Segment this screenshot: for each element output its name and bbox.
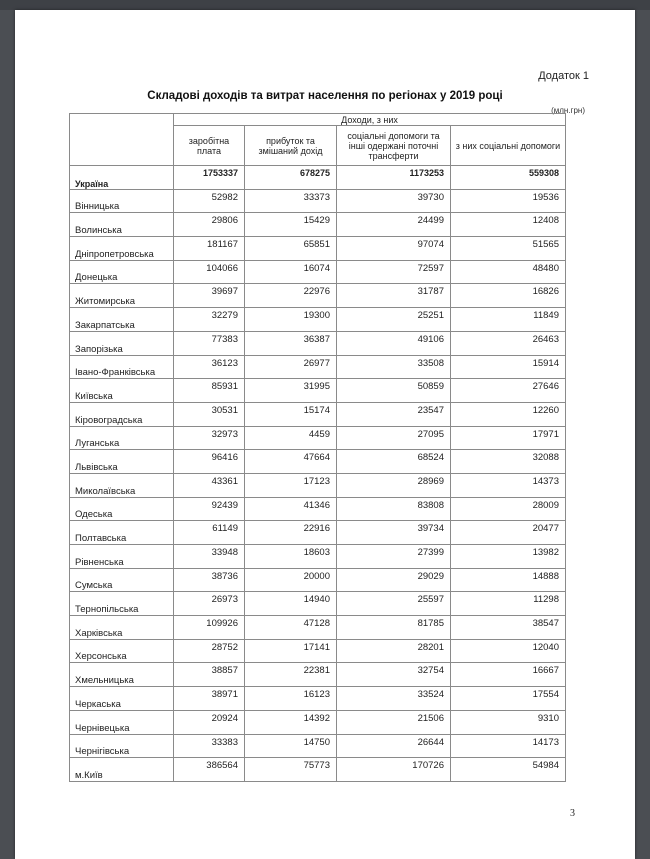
value-cell: 26973 (174, 592, 245, 616)
value-cell: 33948 (174, 545, 245, 569)
value-cell: 14888 (451, 568, 566, 592)
value-cell: 14940 (245, 592, 337, 616)
viewer-top-bar (0, 0, 650, 10)
region-header-cell (70, 114, 174, 166)
value-cell: 170726 (337, 758, 451, 782)
table-row (70, 710, 566, 734)
column-header-wages: заробітна плата (174, 126, 245, 166)
appendix-label: Додаток 1 (538, 70, 589, 82)
value-cell: 31787 (337, 284, 451, 308)
value-cell: 21506 (337, 710, 451, 734)
region-name-cell: Запорізька (70, 331, 174, 355)
value-cell: 15174 (245, 402, 337, 426)
value-cell: 32754 (337, 663, 451, 687)
units-label: (млн.грн) (551, 106, 585, 115)
value-cell: 38736 (174, 568, 245, 592)
value-cell: 23547 (337, 402, 451, 426)
value-cell: 43361 (174, 473, 245, 497)
value-cell: 1753337 (174, 166, 245, 190)
value-cell: 32088 (451, 450, 566, 474)
table-row (70, 758, 566, 782)
value-cell: 14373 (451, 473, 566, 497)
value-cell: 28752 (174, 639, 245, 663)
region-name-cell: Чернівецька (70, 710, 174, 734)
value-cell: 29806 (174, 213, 245, 237)
value-cell: 77383 (174, 331, 245, 355)
value-cell: 39734 (337, 521, 451, 545)
table-row (70, 237, 566, 261)
region-name-cell: Чернігівська (70, 734, 174, 758)
region-name-cell: Вінницька (70, 189, 174, 213)
region-name-cell: Хмельницька (70, 663, 174, 687)
table-row (70, 379, 566, 403)
value-cell: 48480 (451, 260, 566, 284)
value-cell: 13982 (451, 545, 566, 569)
value-cell: 38547 (451, 616, 566, 640)
value-cell: 51565 (451, 237, 566, 261)
value-cell: 32279 (174, 308, 245, 332)
region-name-cell: Івано-Франківська (70, 355, 174, 379)
value-cell: 61149 (174, 521, 245, 545)
table-row (70, 568, 566, 592)
value-cell: 31995 (245, 379, 337, 403)
column-header-social-transfers: соціальні допомоги та інші одержані поточні трансферти (337, 126, 451, 166)
table-row (70, 497, 566, 521)
value-cell: 33508 (337, 355, 451, 379)
value-cell: 30531 (174, 402, 245, 426)
value-cell: 24499 (337, 213, 451, 237)
table-row (70, 331, 566, 355)
value-cell: 9310 (451, 710, 566, 734)
value-cell: 12040 (451, 639, 566, 663)
value-cell: 14750 (245, 734, 337, 758)
value-cell: 15914 (451, 355, 566, 379)
table-row (70, 213, 566, 237)
value-cell: 22976 (245, 284, 337, 308)
value-cell: 28969 (337, 473, 451, 497)
table-row (70, 616, 566, 640)
value-cell: 678275 (245, 166, 337, 190)
value-cell: 25597 (337, 592, 451, 616)
value-cell: 33524 (337, 687, 451, 711)
value-cell: 92439 (174, 497, 245, 521)
value-cell: 65851 (245, 237, 337, 261)
region-name-cell: Житомирська (70, 284, 174, 308)
region-name-cell: Харківська (70, 616, 174, 640)
table-row (70, 450, 566, 474)
income-group-header: Доходи, з них (174, 114, 566, 126)
value-cell: 47664 (245, 450, 337, 474)
table-row (70, 284, 566, 308)
value-cell: 25251 (337, 308, 451, 332)
table-row (70, 687, 566, 711)
value-cell: 16667 (451, 663, 566, 687)
region-name-cell: Кіровоградська (70, 402, 174, 426)
value-cell: 16123 (245, 687, 337, 711)
document-title: Складові доходів та витрат населення по регіонах у 2019 році (147, 90, 503, 102)
region-name-cell: Донецька (70, 260, 174, 284)
value-cell: 16074 (245, 260, 337, 284)
region-name-cell: Волинська (70, 213, 174, 237)
value-cell: 22381 (245, 663, 337, 687)
value-cell: 54984 (451, 758, 566, 782)
value-cell: 96416 (174, 450, 245, 474)
table-row (70, 663, 566, 687)
value-cell: 49106 (337, 331, 451, 355)
region-name-cell: Луганська (70, 426, 174, 450)
value-cell: 32973 (174, 426, 245, 450)
value-cell: 20000 (245, 568, 337, 592)
value-cell: 19300 (245, 308, 337, 332)
value-cell: 14392 (245, 710, 337, 734)
value-cell: 39697 (174, 284, 245, 308)
value-cell: 109926 (174, 616, 245, 640)
region-name-cell: м.Київ (70, 758, 174, 782)
table-row (70, 473, 566, 497)
table-row (70, 260, 566, 284)
value-cell: 15429 (245, 213, 337, 237)
value-cell: 72597 (337, 260, 451, 284)
value-cell: 33383 (174, 734, 245, 758)
region-name-cell: Рівненська (70, 545, 174, 569)
value-cell: 386564 (174, 758, 245, 782)
value-cell: 26977 (245, 355, 337, 379)
value-cell: 12260 (451, 402, 566, 426)
table-row (70, 639, 566, 663)
value-cell: 38971 (174, 687, 245, 711)
value-cell: 12408 (451, 213, 566, 237)
value-cell: 1173253 (337, 166, 451, 190)
value-cell: 27646 (451, 379, 566, 403)
value-cell: 104066 (174, 260, 245, 284)
region-name-cell: Львівська (70, 450, 174, 474)
value-cell: 52982 (174, 189, 245, 213)
value-cell: 27095 (337, 426, 451, 450)
value-cell: 75773 (245, 758, 337, 782)
value-cell: 4459 (245, 426, 337, 450)
value-cell: 97074 (337, 237, 451, 261)
value-cell: 33373 (245, 189, 337, 213)
region-name-cell: Черкаська (70, 687, 174, 711)
value-cell: 20477 (451, 521, 566, 545)
value-cell: 28009 (451, 497, 566, 521)
value-cell: 36387 (245, 331, 337, 355)
region-name-cell: Полтавська (70, 521, 174, 545)
value-cell: 559308 (451, 166, 566, 190)
table-body (70, 166, 566, 782)
column-header-social-benefits: з них соціальні допомоги (451, 126, 566, 166)
value-cell: 17123 (245, 473, 337, 497)
value-cell: 19536 (451, 189, 566, 213)
value-cell: 22916 (245, 521, 337, 545)
region-name-cell: Херсонська (70, 639, 174, 663)
value-cell: 11298 (451, 592, 566, 616)
table-row (70, 426, 566, 450)
value-cell: 20924 (174, 710, 245, 734)
region-name-cell: Миколаївська (70, 473, 174, 497)
value-cell: 41346 (245, 497, 337, 521)
value-cell: 17141 (245, 639, 337, 663)
value-cell: 29029 (337, 568, 451, 592)
value-cell: 39730 (337, 189, 451, 213)
page-number: 3 (570, 808, 575, 819)
value-cell: 14173 (451, 734, 566, 758)
value-cell: 18603 (245, 545, 337, 569)
table-row (70, 521, 566, 545)
value-cell: 27399 (337, 545, 451, 569)
value-cell: 28201 (337, 639, 451, 663)
value-cell: 11849 (451, 308, 566, 332)
document-page (15, 10, 635, 859)
value-cell: 36123 (174, 355, 245, 379)
table-row (70, 402, 566, 426)
value-cell: 26644 (337, 734, 451, 758)
value-cell: 47128 (245, 616, 337, 640)
table-row (70, 189, 566, 213)
value-cell: 85931 (174, 379, 245, 403)
table-row (70, 308, 566, 332)
value-cell: 17554 (451, 687, 566, 711)
table-row (70, 592, 566, 616)
table-row (70, 734, 566, 758)
table-row (70, 355, 566, 379)
region-name-cell: Київська (70, 379, 174, 403)
value-cell: 38857 (174, 663, 245, 687)
value-cell: 16826 (451, 284, 566, 308)
value-cell: 68524 (337, 450, 451, 474)
value-cell: 50859 (337, 379, 451, 403)
value-cell: 83808 (337, 497, 451, 521)
income-table (69, 113, 566, 782)
region-name-cell: Сумська (70, 568, 174, 592)
table-row (70, 545, 566, 569)
value-cell: 81785 (337, 616, 451, 640)
value-cell: 17971 (451, 426, 566, 450)
region-name-cell: Одеська (70, 497, 174, 521)
value-cell: 181167 (174, 237, 245, 261)
table-row (70, 166, 566, 190)
region-name-cell: Закарпатська (70, 308, 174, 332)
value-cell: 26463 (451, 331, 566, 355)
column-header-profit: прибуток та змішаний дохід (245, 126, 337, 166)
region-name-cell: Україна (70, 166, 174, 190)
region-name-cell: Тернопільська (70, 592, 174, 616)
region-name-cell: Дніпропетровська (70, 237, 174, 261)
